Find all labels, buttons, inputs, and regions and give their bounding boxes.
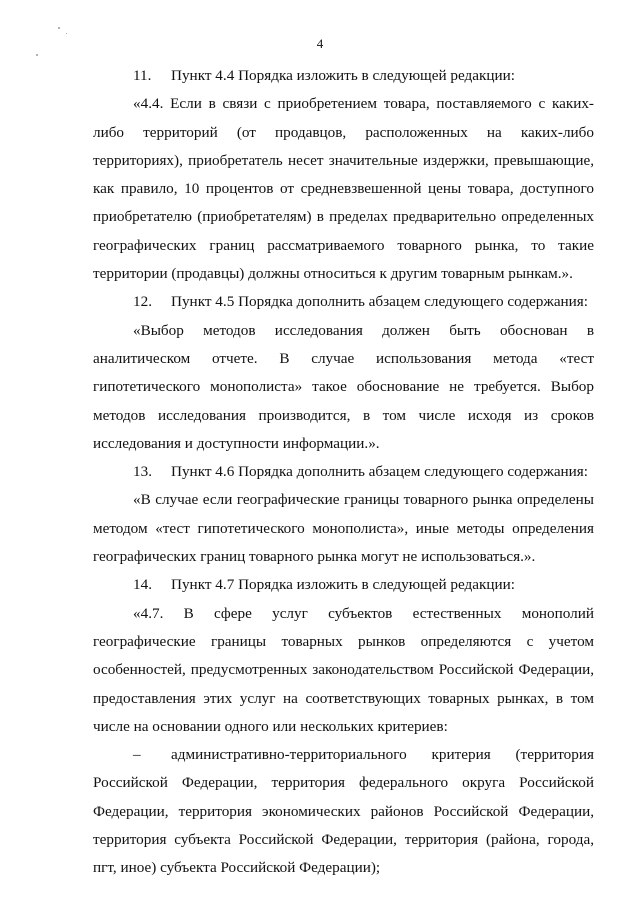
item-number: 14. (133, 576, 152, 594)
scan-speck (58, 27, 60, 29)
item-13-heading (93, 458, 594, 486)
dash-bullet: – (133, 746, 141, 764)
item-11-heading (93, 62, 594, 90)
item-number: 11. (133, 67, 152, 84)
item-number: 13. (133, 463, 152, 481)
item-text: Пункт 4.4 Порядка изложить в следующей редакции: (171, 67, 515, 84)
item-text: Пункт 4.7 Порядка изложить в следующей редакции: (171, 576, 515, 594)
item-12-heading (93, 288, 594, 316)
item-12-body: «Выбор методов исследования должен быть обоснован в аналитическом отчете. В случае использования метода «тест гипотетического монополиста» такое обоснование не требуется. Выбор методов исследования производится, в том числе исходя из сроков исследования и доступности информации.». (93, 321, 594, 452)
item-text: Пункт 4.5 Порядка дополнить абзацем следующего содержания: (171, 293, 589, 311)
document-body (93, 62, 594, 883)
item-11-body: «4.4. Если в связи с приобретением товара, поставляемого с каких-либо территорий (от продавцов, расположенных на каких-либо территориях), приобретатель несет значительные издержки, превышающие, как правило, 10 процентов от средневзвешенной цены товара, доступного приобретателю (приобретателям) в пределах предварительно определенных географических границ рассматриваемого товарного рынка, то такие территории (продавцы) должны относиться к другим товарным рынкам.». (93, 95, 594, 283)
item-number: 12. (133, 293, 152, 311)
criterion-list-item (93, 741, 594, 882)
item-text: Пункт 4.6 Порядка дополнить абзацем следующего содержания: (171, 463, 589, 481)
scan-speck (66, 33, 67, 34)
item-14-body: «4.7. В сфере услуг субъектов естественных монополий географические границы товарных рынков определяются с учетом особенностей, предусмотренных законодательством Российской Федерации, предоставления этих услуг на соответствующих товарных рынках, в том числе на основании одного или нескольких критериев: (93, 604, 594, 735)
criterion-text: административно-территориального критерия (территория Российской Федерации, территория федерального округа Российской Федерации, территория экономических районов Российской Федерации, территория субъекта Российской Федерации, территория (района, города, пгт, иное) субъекта Российской Федерации); (93, 746, 594, 877)
item-13-body: «В случае если географические границы товарного рынка определены методом «тест гипотетического монополиста», иные методы определения географических границ товарного рынка могут не использоваться.». (93, 491, 594, 566)
page-number: 4 (316, 36, 324, 51)
item-14-heading (93, 571, 594, 599)
scan-speck (36, 54, 38, 56)
